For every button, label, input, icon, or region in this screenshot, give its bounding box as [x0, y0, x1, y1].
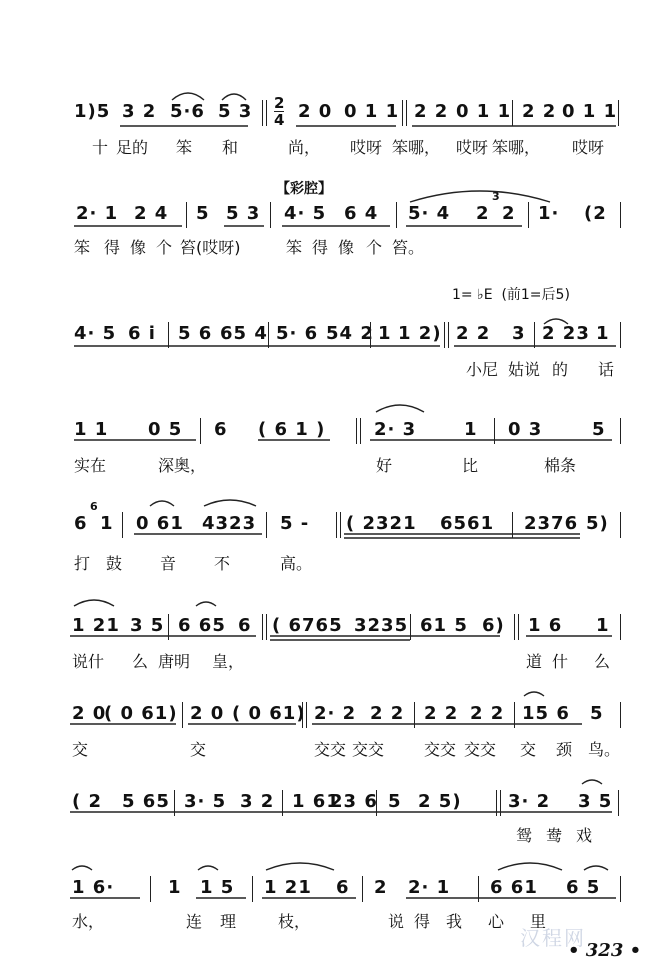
note-group: ( 0 61): [104, 703, 178, 724]
slur: [498, 863, 562, 870]
lyric: 交交: [464, 740, 497, 759]
note-group: 3: [512, 323, 526, 344]
note-group: 5 3: [226, 203, 261, 224]
note-group: 1)5: [74, 101, 111, 122]
note-group: 3 5: [130, 615, 165, 636]
lyric: 个: [156, 238, 173, 257]
note-group: 1: [168, 877, 182, 898]
slur: [196, 602, 216, 606]
lyric: 交交: [424, 740, 457, 759]
note-group: 5: [388, 791, 402, 812]
page-number: • 323 •: [568, 940, 642, 961]
lyric: 高。: [280, 554, 313, 573]
note-group: 5· 4: [408, 203, 451, 224]
note-group: 2 2: [424, 703, 459, 724]
note-group: 2 0: [72, 703, 107, 724]
note-group: 5 65: [122, 791, 170, 812]
note-group: 6: [238, 615, 252, 636]
note-group: 5 3: [218, 101, 253, 122]
slur: [150, 501, 174, 506]
note-group: 1 21: [72, 615, 120, 636]
note-group: 2: [502, 203, 516, 224]
watermark: 汉程网: [520, 926, 586, 950]
lyric: 交: [190, 740, 207, 759]
lyric: 像: [130, 238, 147, 257]
slur: [198, 866, 218, 870]
note-group: 5· 6: [276, 323, 319, 344]
lyric: 笨哪，: [492, 138, 541, 157]
note-group: 6 i: [128, 323, 156, 344]
grace-note: 3: [492, 190, 500, 203]
note-group: 5: [196, 203, 210, 224]
note-group: (2: [584, 203, 607, 224]
lyric: 得: [414, 912, 431, 931]
note-group: 6 5: [566, 877, 601, 898]
lyric: 我: [446, 912, 463, 931]
lyric: 枝，: [278, 912, 311, 931]
lyric: 连: [186, 912, 203, 931]
note-group: 1 21: [264, 877, 312, 898]
lyric: 交交: [314, 740, 347, 759]
note-group: 6: [214, 419, 228, 440]
note-group: 1: [596, 323, 610, 344]
note-group: 2· 2: [314, 703, 357, 724]
slur: [376, 405, 424, 412]
note-group: ( 2: [72, 791, 103, 812]
lyric: 哎呀: [456, 138, 489, 157]
note-group: 2376: [524, 513, 579, 534]
note-group: 1: [100, 513, 114, 534]
lyric: 皇，: [212, 652, 245, 671]
time-sig-top: 2: [274, 94, 285, 112]
note-group: 0 1 1: [456, 101, 512, 122]
lyric: 笨: [74, 238, 91, 257]
lyric: 说: [388, 912, 405, 931]
note-group: ( 0 61): [232, 703, 306, 724]
slur: [222, 94, 246, 100]
lyric: 话: [598, 360, 615, 379]
note-group: 0 61: [136, 513, 184, 534]
note-group: 6 65: [178, 615, 226, 636]
lyric: 水，: [72, 912, 105, 931]
lyric: 的: [552, 360, 569, 379]
note-group: 3· 5: [184, 791, 227, 812]
note-group: 2· 1: [76, 203, 119, 224]
lyric: 笞。: [392, 238, 425, 257]
slur: [410, 191, 550, 202]
note-group: 1: [596, 615, 610, 636]
slur: [584, 866, 608, 870]
lyric: 颈: [556, 740, 573, 759]
lyric: 道: [526, 652, 543, 671]
note-group: 6 4: [344, 203, 379, 224]
note-group: 2 0: [298, 101, 333, 122]
lyric: 笨: [286, 238, 303, 257]
lyric: 么: [132, 652, 149, 671]
note-group: 0 1 1: [562, 101, 618, 122]
note-group: 54 2: [326, 323, 374, 344]
lyric: 个: [366, 238, 383, 257]
lyric: 得: [104, 238, 121, 257]
note-group: 1 1: [74, 419, 109, 440]
note-group: 0 1 1: [344, 101, 400, 122]
note-group: 5·6: [170, 101, 205, 122]
note-group: 23 6: [330, 791, 378, 812]
note-group: 2 2: [414, 101, 449, 122]
slur: [266, 863, 334, 870]
lyric: 十: [92, 138, 109, 157]
note-group: 2 4: [134, 203, 169, 224]
note-group: 6: [74, 513, 88, 534]
note-group: 2 2: [370, 703, 405, 724]
section-label: 【彩腔】: [276, 181, 332, 197]
note-group: 2 2: [456, 323, 491, 344]
note-group: 1 5: [200, 877, 235, 898]
note-group: 6 61: [490, 877, 538, 898]
lyric: 音: [160, 554, 177, 573]
note-group: 15 6: [522, 703, 570, 724]
time-sig-bottom: 4: [274, 111, 285, 129]
lyric: 不: [214, 554, 231, 573]
note-group: 2 5): [418, 791, 462, 812]
note-group: 2: [476, 203, 490, 224]
note-group: 4323: [202, 513, 257, 534]
lyric: 尚，: [288, 138, 321, 157]
note-group: 1·: [538, 203, 560, 224]
lyric: 姑说: [508, 360, 541, 379]
note-group: 1 2): [398, 323, 442, 344]
note-group: ( 6 1 ): [258, 419, 326, 440]
slur: [72, 866, 92, 870]
lyric: 鸟。: [588, 740, 621, 759]
lyric: 鼓: [106, 554, 123, 573]
note-group: 61 5: [420, 615, 468, 636]
note-group: 3235: [354, 615, 409, 636]
note-group: 4· 5: [284, 203, 327, 224]
note-group: 2 2: [522, 101, 557, 122]
lyric: 实在: [74, 456, 107, 475]
note-group: 1 6·: [72, 877, 115, 898]
note-group: 6: [336, 877, 350, 898]
note-group: 3 5: [578, 791, 613, 812]
slur: [204, 500, 256, 506]
lyric: 什: [552, 652, 569, 671]
slur: [524, 692, 544, 696]
lyric: 打: [74, 554, 91, 573]
lyric: 笨: [176, 138, 193, 157]
slur: [544, 319, 568, 324]
lyric: 小尼: [466, 360, 499, 379]
note-group: 5 6: [178, 323, 213, 344]
note-group: 1 61: [292, 791, 340, 812]
note-group: 2: [374, 877, 388, 898]
slur: [582, 780, 602, 784]
lyric: 比: [462, 456, 479, 475]
grace-note: 6: [90, 500, 98, 513]
key-change: 1= ♭E (前1=后5): [452, 287, 570, 303]
note-group: 2· 3: [374, 419, 417, 440]
note-group: 5 -: [280, 513, 310, 534]
note-group: 1: [464, 419, 478, 440]
lyric: 哎呀: [572, 138, 605, 157]
lyric: 说什: [72, 652, 105, 671]
lyric: 棉条: [544, 456, 577, 475]
note-group: 2 23: [542, 323, 590, 344]
lyric: 像: [338, 238, 355, 257]
lyric: 笨哪，: [392, 138, 441, 157]
note-group: 4· 5: [74, 323, 117, 344]
note-group: 5: [592, 419, 606, 440]
lyric: 心: [488, 912, 505, 931]
lyric: 笞(哎呀): [180, 238, 241, 257]
lyric: 哎呀: [350, 138, 383, 157]
note-group: 2 0: [190, 703, 225, 724]
lyric: 鸳: [516, 826, 533, 845]
note-group: 0 3: [508, 419, 543, 440]
lyric: 么: [594, 652, 611, 671]
lyric: 里: [530, 912, 547, 931]
note-group: 1: [378, 323, 392, 344]
note-group: 0 5: [148, 419, 183, 440]
note-group: 65 4: [220, 323, 268, 344]
note-group: 3· 2: [508, 791, 551, 812]
note-group: 1 6: [528, 615, 563, 636]
note-group: 2 2: [470, 703, 505, 724]
note-group: 6): [482, 615, 505, 636]
lyric: 深奥，: [158, 456, 207, 475]
lyric: 交: [520, 740, 537, 759]
note-group: 3 2: [122, 101, 157, 122]
note-group: 3 2: [240, 791, 275, 812]
note-group: 6561: [440, 513, 495, 534]
note-group: ( 2321: [346, 513, 417, 534]
lyric: 理: [220, 912, 237, 931]
slur: [74, 600, 114, 606]
note-group: 5: [590, 703, 604, 724]
lyric: 足的: [116, 138, 149, 157]
lyric: 鸯: [546, 826, 563, 845]
lyric: 唐明: [158, 652, 191, 671]
lyric: 交交: [352, 740, 385, 759]
note-group: 2· 1: [408, 877, 451, 898]
lyric: 得: [312, 238, 329, 257]
lyric: 好: [376, 456, 393, 475]
slur: [172, 93, 204, 100]
note-group: ( 6765: [272, 615, 343, 636]
lyric: 戏: [576, 826, 593, 845]
note-group: 5): [586, 513, 609, 534]
lyric: 和: [222, 138, 239, 157]
lyric: 交: [72, 740, 89, 759]
